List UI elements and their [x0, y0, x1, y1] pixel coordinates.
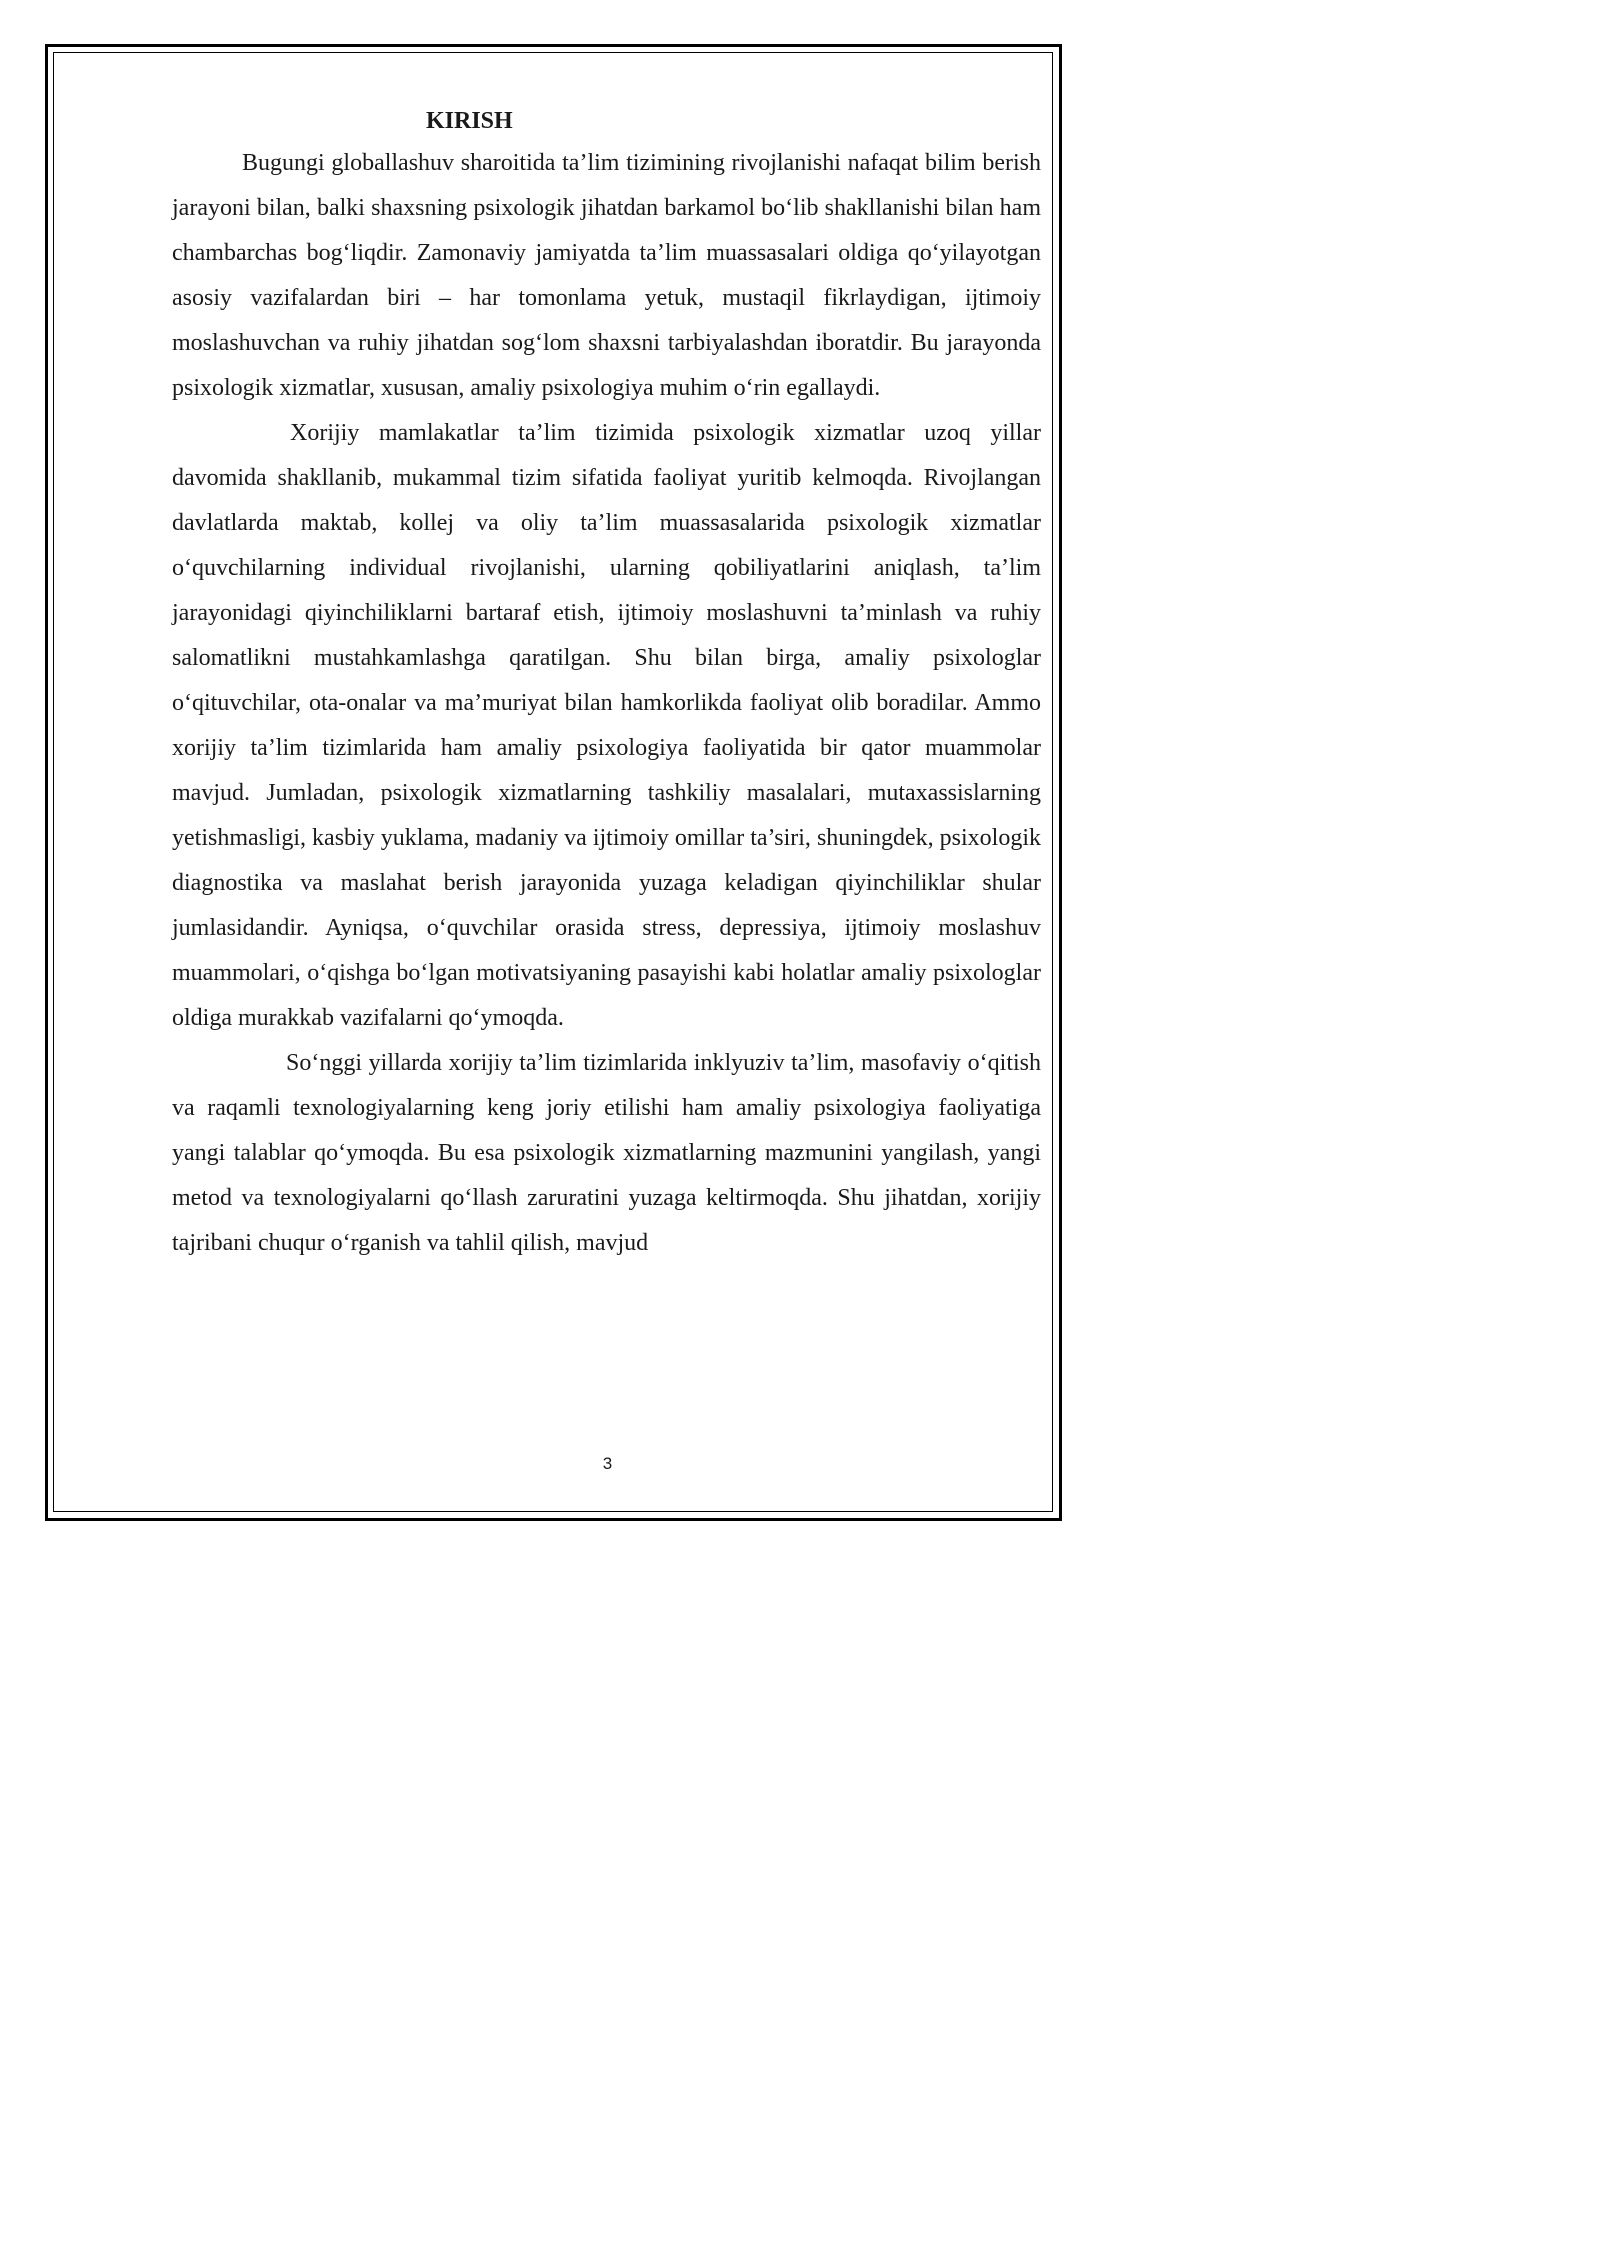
paragraph-1: Bugungi globallashuv sharoitida ta’lim tizimining rivojlanishi nafaqat bilim berish jarayoni bilan, balki shaxsning psixologik jihatdan barkamol bo‘lib shakllanishi bilan ham chambarchas bog‘liqdir. Zamonaviy jamiyatda ta’lim muassasalari oldiga qo‘yilayotgan asosiy vazifalardan biri – har tomonlama yetuk, mustaqil fikrlaydigan, ijtimoiy moslashuvchan va ruhiy jihatdan sog‘lom shaxsni tarbiyalashdan iboratdir. Bu jarayonda psixologik xizmatlar, xususan, amaliy psixologiya muhim o‘rin egallaydi.	[172, 150, 1041, 401]
section-title: KIRISH	[426, 108, 513, 134]
paragraph-3: So‘nggi yillarda xorijiy ta’lim tizimlarida inklyuziv ta’lim, masofaviy o‘qitish va raqamli texnologiyalarning keng joriy etilishi ham amaliy psixologiya faoliyatiga yangi talablar qo‘ymoqda. Bu esa psixologik xizmatlarning mazmunini yangilash, yangi metod va texnologiyalarni qo‘llash zaruratini yuzaga keltirmoqda. Shu jihatdan, xorijiy tajribani chuqur o‘rganish va tahlil qilish, mavjud	[172, 1050, 1041, 1256]
page-number: 3	[602, 1454, 613, 1473]
paragraph-2: Xorijiy mamlakatlar ta’lim tizimida psixologik xizmatlar uzoq yillar davomida shakllanib, mukammal tizim sifatida faoliyat yuritib kelmoqda. Rivojlangan davlatlarda maktab, kollej va oliy ta’lim muassasalarida psixologik xizmatlar o‘quvchilarning individual rivojlanishi, ularning qobiliyatlarini aniqlash, ta’lim jarayonidagi qiyinchiliklarni bartaraf etish, ijtimoiy moslashuvni ta’minlash va ruhiy salomatlikni mustahkamlashga qaratilgan. Shu bilan birga, amaliy psixologlar o‘qituvchilar, ota-onalar va ma’muriyat bilan hamkorlikda faoliyat olib boradilar. Ammo xorijiy ta’lim tizimlarida ham amaliy psixologiya faoliyatida bir qator muammolar mavjud. Jumladan, psixologik xizmatlarning tashkiliy masalalari, mutaxassislarning yetishmasligi, kasbiy yuklama, madaniy va ijtimoiy omillar ta’siri, shuningdek, psixologik diagnostika va maslahat berish jarayonida yuzaga keladigan qiyinchiliklar shular jumlasidandir. Ayniqsa, o‘quvchilar orasida stress, depressiya, ijtimoiy moslashuv muammolari, o‘qishga bo‘lgan motivatsiyaning pasayishi kabi holatlar amaliy psixologlar oldiga murakkab vazifalarni qo‘ymoqda.	[172, 420, 1041, 1031]
document-body	[172, 101, 1041, 1266]
